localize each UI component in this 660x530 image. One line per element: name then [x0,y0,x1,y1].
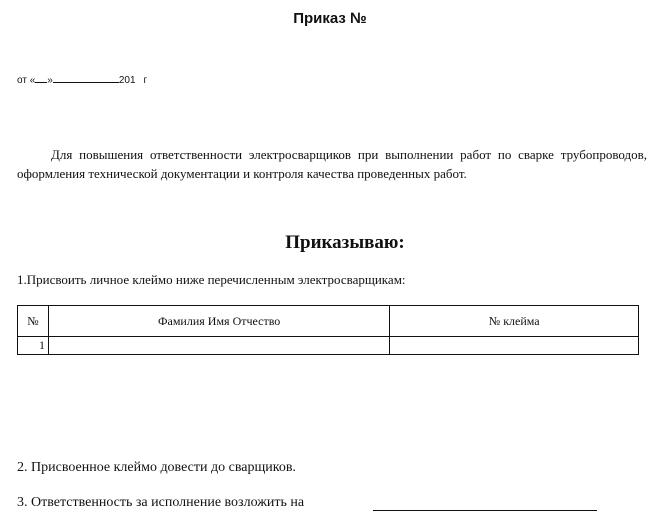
row-stamp-cell [390,337,639,355]
day-blank [35,73,47,83]
table-row [18,337,639,355]
row-name-cell [48,337,389,355]
month-blank [53,73,119,83]
order-heading: Приказываю: [285,232,405,253]
year-prefix: 201 [118,75,136,86]
document-title: Приказ № [293,10,367,27]
header-number: № [18,306,49,337]
table-header-row [18,306,639,337]
year-gap [136,74,144,83]
header-stamp-number: № клейма [390,306,639,337]
responsible-person-blank [373,510,597,511]
preamble-paragraph: Для повышения ответственности электросварщиков при выполнении работ по сварке трубопроводов, оформления технической документации и контроля качества проведенных работ. [17,147,647,181]
header-full-name: Фамилия Имя Отчество [48,306,389,337]
date-close-quote: » [47,75,53,86]
order-item-1: 1.Присвоить личное клеймо ниже перечисленным электросварщикам: [17,272,406,287]
order-item-3: 3. Ответственность за исполнение возложить на [17,495,305,510]
date-prefix: от « [17,75,36,86]
welders-table [17,305,639,355]
row-number-cell: 1 [18,337,49,355]
year-suffix: г [143,75,148,86]
date-line [17,73,147,86]
order-item-2: 2. Присвоенное клеймо довести до сварщиков. [17,460,296,475]
